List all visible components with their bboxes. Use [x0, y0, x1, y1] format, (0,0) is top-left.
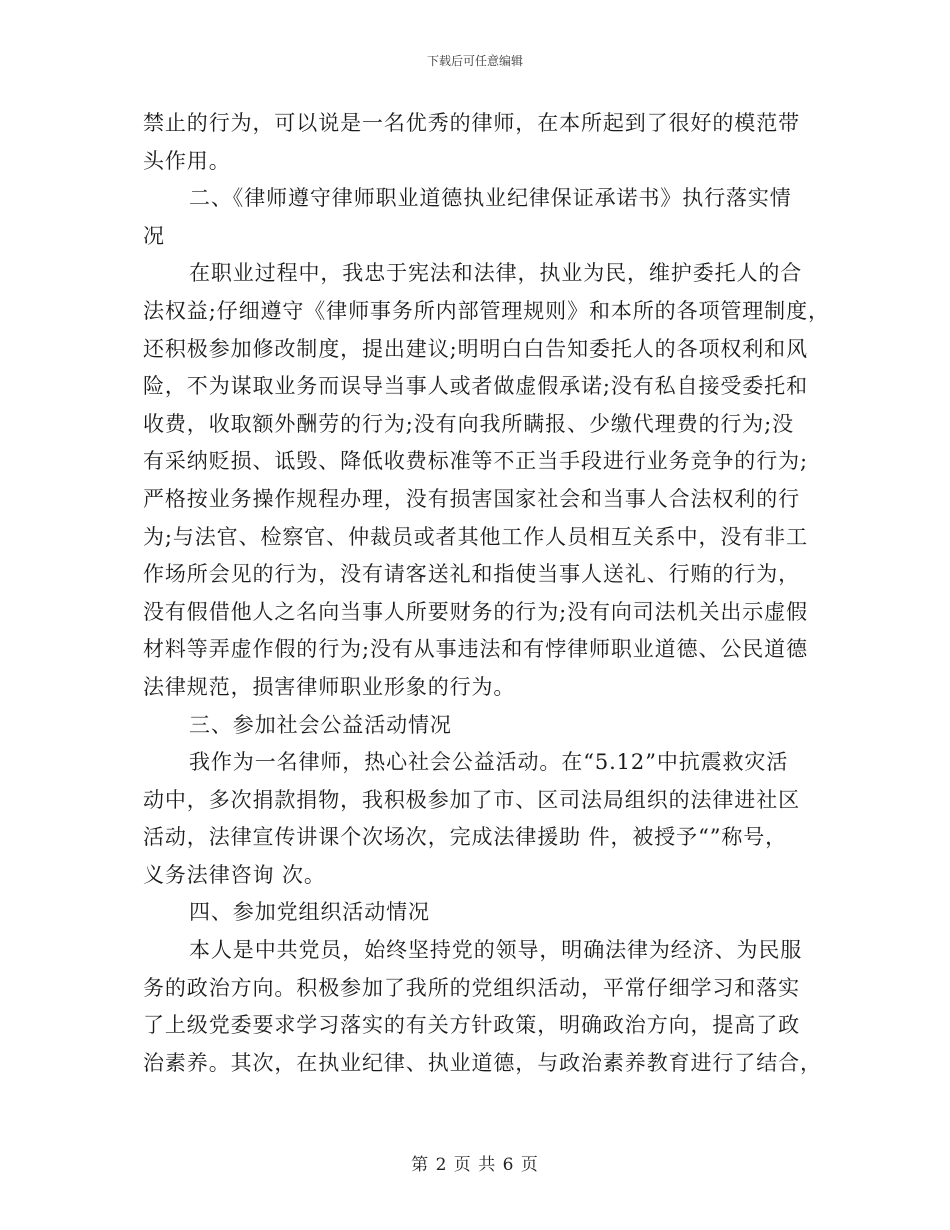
text-line: 严格按业务操作规程办理，没有损害国家社会和当事人合法权利的行: [143, 486, 800, 511]
section-heading: 三、参加社会公益活动情况: [189, 712, 452, 737]
text-line: 在职业过程中，我忠于宪法和法律，执业为民，维护委托人的合: [189, 261, 803, 286]
text-line: 收费，收取额外酬劳的行为;没有向我所瞒报、少缴代理费的行为;没: [143, 411, 795, 436]
text-line: 为;与法官、检察官、仲裁员或者其他工作人员相互关系中，没有非工: [143, 524, 808, 549]
text-line: 还积极参加修改制度，提出建议;明明白白告知委托人的各项权利和风: [143, 336, 808, 361]
text-line: 动中，多次捐款捐物，我积极参加了市、区司法局组织的法律进社区: [143, 787, 800, 812]
text-line: 材料等弄虚作假的行为;没有从事违法和有悖律师职业道德、公民道德: [143, 637, 808, 662]
text-line: 了上级党委要求学习落实的有关方针政策，明确政治方向，提高了政: [143, 1013, 800, 1038]
text-line: 治素养。其次，在执业纪律、执业道德，与政治素养教育进行了结合，: [143, 1050, 822, 1075]
text-line: 法权益;仔细遵守《律师事务所内部管理规则》和本所的各项管理制度，: [143, 298, 830, 323]
text-line: 作场所会见的行为，没有请客送礼和指使当事人送礼、行贿的行为，: [143, 562, 800, 587]
text-line: 禁止的行为，可以说是一名优秀的律师，在本所起到了很好的模范带: [143, 111, 800, 135]
document-body: [143, 105, 830, 1082]
page-header: 下载后可任意编辑: [426, 54, 523, 68]
text-line: 有采纳贬损、诋毁、降低收费标准等不正当手段进行业务竞争的行为;: [143, 449, 808, 474]
page-number-footer: 第 2 页 共 6 页: [411, 1155, 539, 1175]
text-line: 法律规范，损害律师职业形象的行为。: [143, 674, 516, 699]
text-line: 义务法律咨询 次。: [143, 862, 326, 887]
text-line: 务的政治方向。积极参加了我所的党组织活动，平常仔细学习和落实: [143, 975, 800, 1000]
text-line: 头作用。: [143, 148, 231, 173]
text-line: 没有假借他人之名向当事人所要财务的行为;没有向司法机关出示虚假: [143, 599, 808, 624]
section-heading: 四、参加党组织活动情况: [189, 900, 430, 925]
text-line: 活动，法律宣传讲课个次场次，完成法律援助 件，被授予“”称号，: [143, 825, 788, 850]
text-line: 本人是中共党员，始终坚持党的领导，明确法律为经济、为民服: [189, 938, 803, 963]
text-line: 险，不为谋取业务而误导当事人或者做虚假承诺;没有私自接受委托和: [143, 374, 808, 399]
text-line: 我作为一名律师，热心社会公益活动。在“5.12”中抗震救灾活: [189, 750, 789, 775]
section-heading: 二、《律师遵守律师职业道德执业纪律保证承诺书》执行落实情: [189, 186, 792, 211]
text-line: 况: [143, 223, 165, 248]
